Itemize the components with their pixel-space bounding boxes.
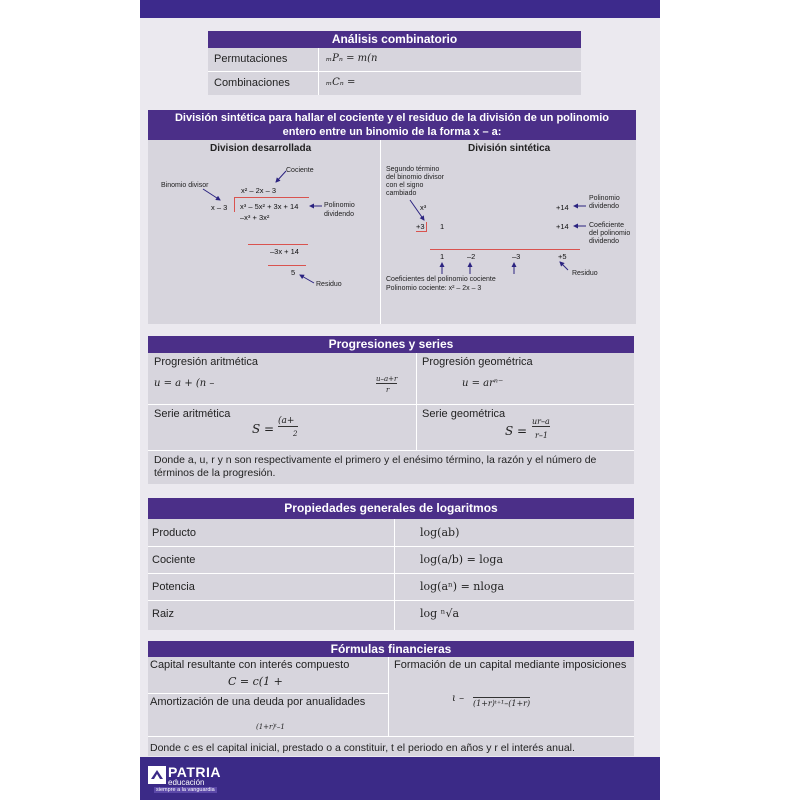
right-arrows bbox=[380, 140, 636, 324]
polinomio-cociente-label: Polinomio cociente: x² – 2x – 3 bbox=[386, 285, 482, 292]
serie-aritmetica-lhs: S = bbox=[252, 422, 275, 436]
log-raiz-formula: log ⁿ√a bbox=[420, 607, 460, 620]
logs-title: Propiedades generales de logaritmos bbox=[148, 498, 634, 519]
log-producto-label: Producto bbox=[152, 527, 197, 539]
capital-formula: C = c(1 + bbox=[228, 675, 283, 688]
patria-logo bbox=[148, 766, 238, 796]
formula-sheet bbox=[140, 0, 660, 800]
progresion-geometrica-label: Progresión geométrica bbox=[422, 356, 533, 368]
segundo-termino-2: del binomio divisor bbox=[386, 174, 444, 181]
polinomio-dividendo-label-1: Polinomio bbox=[324, 202, 355, 209]
result-4: +5 bbox=[558, 252, 567, 261]
serie-geometrica-label: Serie geométrica bbox=[422, 408, 506, 420]
top-banner bbox=[140, 0, 660, 18]
finance-note: Donde c es el capital inicial, prestado o a constituir, t el periodo en años y r el interés anual. bbox=[150, 742, 575, 754]
synthetic-title bbox=[148, 110, 636, 140]
x3-term: x³ bbox=[420, 203, 427, 212]
plus14-term: +14 bbox=[556, 203, 569, 212]
arith-extra-num: u–a+r bbox=[376, 375, 398, 383]
logs-table bbox=[148, 519, 634, 630]
step1-expression: –x³ + 3x² bbox=[240, 213, 270, 222]
quotient-expression: x² – 2x – 3 bbox=[241, 186, 277, 195]
division-desarrollada-title: Division desarrollada bbox=[210, 143, 312, 154]
progressions-title: Progresiones y series bbox=[148, 336, 634, 353]
log-cociente-formula: log(a/b) = loga bbox=[420, 553, 504, 566]
segundo-termino-4: cambiado bbox=[386, 190, 417, 197]
progressions-note-1: Donde a, u, r y n son respectivamente el primero y el enésimo término, la razón y el número de bbox=[154, 454, 597, 466]
formacion-lhs: ι – bbox=[452, 693, 465, 704]
plus14b-term: +14 bbox=[556, 222, 569, 231]
log-producto-formula: log(ab) bbox=[420, 526, 460, 539]
finance-title: Fórmulas financieras bbox=[148, 641, 634, 657]
progresion-aritmetica-formula: u = a + (n – bbox=[154, 378, 215, 389]
serie-aritmetica-den: 2 bbox=[293, 430, 298, 438]
coeficiente-2: del polinomio bbox=[589, 230, 631, 237]
patria-logo-tagline: siempre a la vanguardia bbox=[156, 787, 215, 793]
synthetic-panel bbox=[148, 140, 636, 324]
serie-geometrica-den: r–1 bbox=[535, 431, 548, 440]
serie-aritmetica-label: Serie aritmética bbox=[154, 408, 231, 420]
serie-geometrica-lhs: S = bbox=[505, 424, 528, 438]
coeficiente-1: Coeficiente bbox=[589, 222, 625, 229]
synthetic-title-line1: División sintética para hallar el cociente y el residuo de la división de un polinomio bbox=[174, 112, 609, 124]
log-potencia-label: Potencia bbox=[152, 581, 195, 593]
patria-logo-name: PATRIA bbox=[168, 764, 222, 780]
divisor-expression: x – 3 bbox=[211, 203, 228, 212]
division-sintetica-title: División sintética bbox=[468, 143, 551, 154]
serie-geometrica-num: ur–a bbox=[532, 417, 550, 426]
segundo-termino-3: con el signo bbox=[386, 182, 424, 189]
step2-expression: –3x + 14 bbox=[270, 247, 299, 256]
result-3: –3 bbox=[512, 252, 521, 261]
arith-extra-den: r bbox=[386, 386, 390, 394]
coeficientes-cociente-label: Coeficientes del polinomio cociente bbox=[386, 276, 496, 283]
progresion-aritmetica-label: Progresión aritmética bbox=[154, 356, 258, 368]
polinomio-dividendo-r2: dividendo bbox=[589, 203, 619, 210]
residuo-label-right: Residuo bbox=[572, 270, 598, 277]
polinomio-dividendo-label-2: dividendo bbox=[324, 211, 354, 218]
patria-logo-sub: educación bbox=[168, 778, 205, 787]
left-arrows bbox=[148, 140, 380, 324]
residuo-label-left: Residuo bbox=[316, 281, 342, 288]
permutaciones-formula: ₘPₙ = m(n bbox=[326, 53, 378, 64]
formacion-label: Formación de un capital mediante imposiciones bbox=[394, 659, 627, 671]
coeficiente-3: dividendo bbox=[589, 238, 619, 245]
log-potencia-formula: log(aⁿ) = nloga bbox=[420, 580, 505, 593]
finance-table bbox=[148, 657, 634, 756]
capital-label: Capital resultante con interés compuesto bbox=[150, 659, 350, 671]
binomio-divisor-label: Binomio divisor bbox=[161, 182, 209, 189]
dividend-expression: x³ – 5x² + 3x + 14 bbox=[240, 202, 299, 211]
log-cociente-label: Cociente bbox=[152, 554, 196, 566]
log-raiz-label: Raiz bbox=[152, 608, 175, 620]
progresion-geometrica-formula: u = arⁿ⁻ bbox=[462, 378, 504, 389]
combinaciones-formula: ₘCₙ = bbox=[326, 77, 356, 88]
amortizacion-den: (1+r)ᵗ–1 bbox=[256, 723, 285, 731]
progressions-table bbox=[148, 353, 634, 484]
one-term: 1 bbox=[440, 222, 445, 231]
combinatorics-table bbox=[208, 48, 581, 95]
segundo-termino-1: Segundo término bbox=[386, 166, 440, 173]
formacion-den: (1+r)ᵗ⁺¹–(1+r) bbox=[473, 699, 531, 708]
remainder-value: 5 bbox=[291, 268, 296, 277]
permutaciones-label: Permutaciones bbox=[214, 53, 288, 65]
serie-aritmetica-num: (a+ bbox=[278, 416, 298, 427]
synthetic-title-line2: entero entre un binomio de la forma x – a: bbox=[282, 126, 502, 138]
combinatorics-title: Análisis combinatorio bbox=[208, 31, 581, 48]
result-1: 1 bbox=[440, 252, 445, 261]
plus3-term: +3 bbox=[416, 222, 425, 231]
result-2: –2 bbox=[467, 252, 476, 261]
progressions-note-2: términos de la progresión. bbox=[154, 467, 276, 479]
amortizacion-label: Amortización de una deuda por anualidades bbox=[150, 696, 366, 708]
polinomio-dividendo-r1: Polinomio bbox=[589, 195, 620, 202]
combinaciones-label: Combinaciones bbox=[214, 77, 290, 89]
patria-logo-icon bbox=[148, 766, 166, 784]
cociente-label: Cociente bbox=[286, 167, 314, 174]
